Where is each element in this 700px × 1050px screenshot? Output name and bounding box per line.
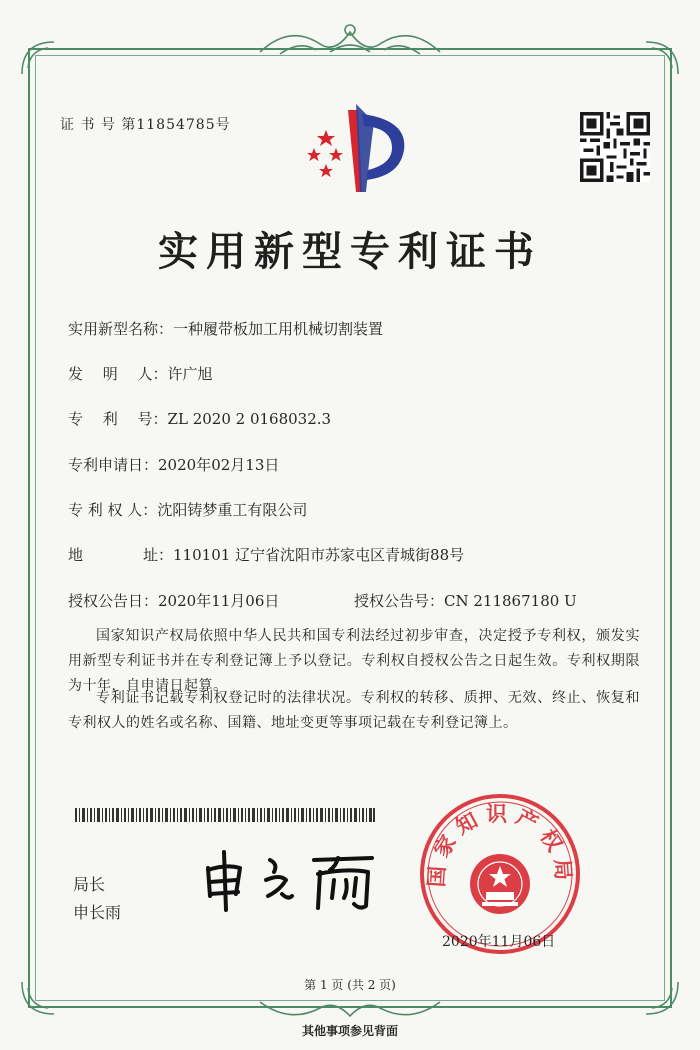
official-name: 申长雨 [73,903,122,922]
top-floral-ornament [250,18,450,62]
certificate-number: 证 书 号 第11854785号 [60,117,231,133]
footer-note: 其他事项参见背面 [301,1024,398,1038]
field-value: 一种履带板加工用机械切割装置 [173,320,384,338]
field-grant-date [68,590,279,611]
field-value: 2020年11月06日 [158,592,280,610]
field-value: 沈阳铸梦重工有限公司 [157,501,308,519]
handwritten-signature [196,846,386,916]
field-value: 2020年02月13日 [158,456,280,474]
field-label: 专利申请日： [68,456,159,474]
field-label: 专 利 权 人： [68,501,158,519]
patent-office-emblem-icon [296,92,416,202]
page-number: 第 1 页 (共 2 页) [304,978,396,992]
seal-text: 国家知识产权局 [424,802,576,888]
field-value: ZL 2020 2 0168032.3 [167,410,332,428]
barcode-icon [75,808,375,822]
field-value: 许广旭 [167,365,213,383]
field-label: 地 址： [68,546,174,564]
body-paragraph: 国家知识产权局依照中华人民共和国专利法经过初步审查，决定授予专利权，颁发实用新型专利证书并在专利登记簿上予以登记。专利权自授权公告之日起生效。专利权期限为十年，自申请日起算。 [68,628,640,694]
field-value: CN 211867180 U [444,592,577,610]
field-label: 授权公告号： [354,592,445,610]
field-grant-number [354,590,577,611]
field-label: 授权公告日： [68,592,159,610]
field-utility-model-name [68,318,383,339]
field-patent-number [68,408,331,429]
field-application-date [68,454,279,475]
official-title: 局长 [73,875,106,894]
field-patentee [68,499,307,520]
qr-code-icon [580,112,650,182]
field-label: 专 利 号： [68,410,168,428]
certificate-title: 实用新型专利证书 [158,228,542,275]
corner-ornament-tr [642,38,682,78]
seal-date: 2020年11月06日 [442,934,556,950]
field-label: 实用新型名称： [68,320,174,338]
field-value: 110101 辽宁省沈阳市苏家屯区青城街88号 [173,546,465,564]
corner-ornament-tl [18,38,58,78]
field-address [68,544,464,565]
field-inventor [68,363,213,384]
body-paragraph: 专利证书记载专利权登记时的法律状况。专利权的转移、质押、无效、终止、恢复和专利权人的姓名或名称、国籍、地址变更等事项记载在专利登记簿上。 [68,690,640,731]
field-label: 发 明 人： [68,365,168,383]
